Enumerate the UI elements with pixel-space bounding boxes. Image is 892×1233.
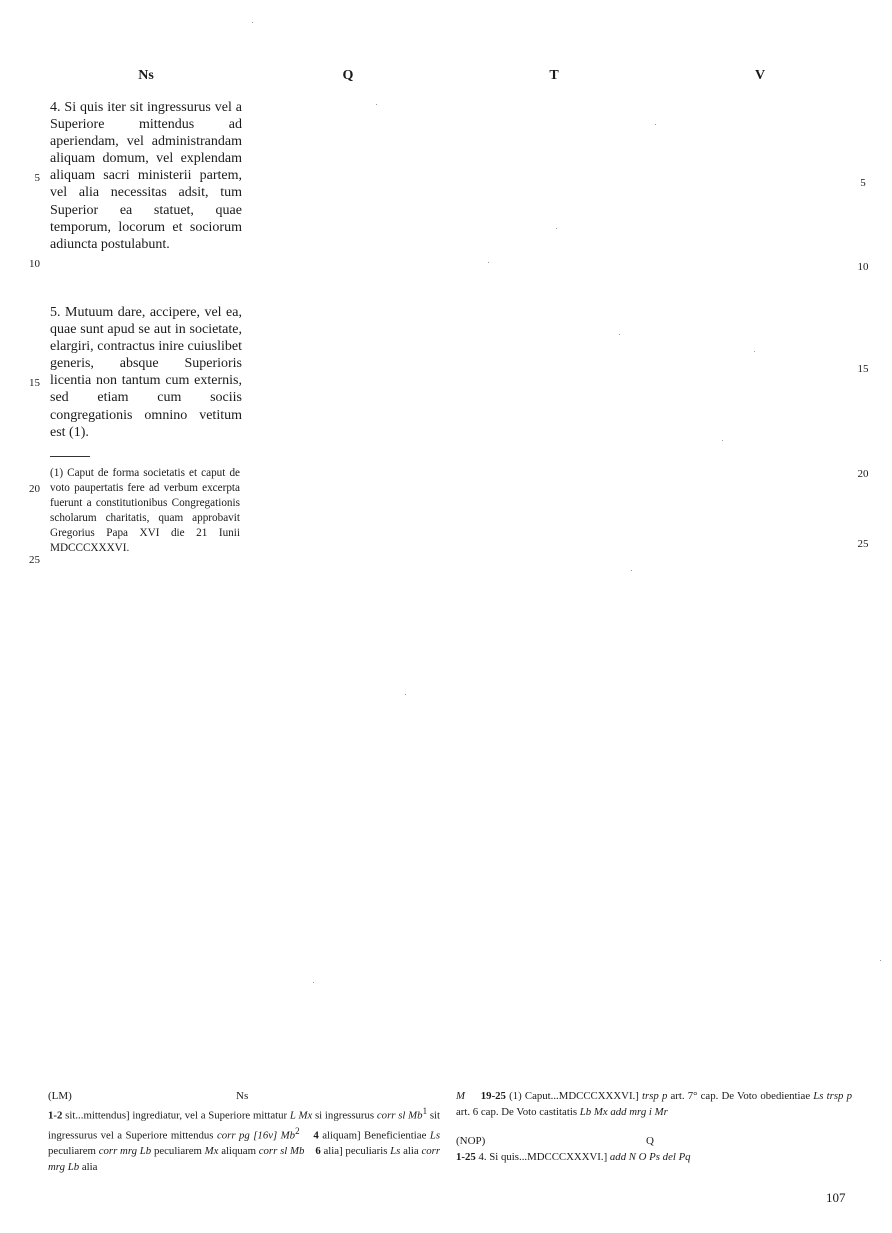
- apparatus-ref: 1-2: [48, 1109, 63, 1122]
- scan-speck: [556, 228, 557, 229]
- apparatus-siglum: Mx: [204, 1145, 219, 1158]
- scan-speck: [405, 694, 406, 695]
- apparatus-siglum: L Mx: [289, 1109, 313, 1122]
- apparatus-reading: art. 7° cap. De Voto obedientiae: [670, 1090, 811, 1102]
- line-number-left: 20: [29, 483, 40, 495]
- apparatus-superscript: 2: [295, 1126, 300, 1137]
- scan-speck: [880, 960, 881, 961]
- apparatus-correction: trsp p: [642, 1090, 668, 1102]
- apparatus-lemma: aliquam] Beneficientiae: [322, 1129, 427, 1142]
- apparatus-correction: Ls trsp p: [813, 1090, 852, 1102]
- apparatus-correction: corr sl Mb: [376, 1109, 423, 1122]
- scan-speck: [376, 104, 377, 105]
- apparatus-correction: add N O Ps del Pq: [609, 1151, 691, 1163]
- paragraph-5-text: 5. Mutuum dare, accipere, vel ea, quae sunt apud se aut in societate, elargiri, contractus inire cuiuslibet generis, absque Superioris licentia non tantum cum externis, sed etiam cum sociis congregationis omnino vetitum est (1).: [50, 305, 242, 440]
- scan-speck: [722, 440, 723, 441]
- column-heading-t: T: [549, 68, 559, 83]
- apparatus-reading: si ingressurus: [314, 1109, 375, 1122]
- apparatus-lemma: alia] peculiaris: [323, 1145, 388, 1158]
- apparatus-reading: peculiarem: [153, 1145, 202, 1158]
- apparatus-siglum-m: M: [456, 1090, 465, 1102]
- apparatus-siglum-q: Q: [646, 1135, 654, 1147]
- apparatus-lemma: 4. Si quis...MDCCCXXXVI.]: [478, 1151, 608, 1163]
- apparatus-ref: 1-25: [456, 1151, 476, 1163]
- apparatus-siglum: Ls: [429, 1129, 441, 1142]
- apparatus-correction: corr mrg Lb: [48, 1145, 441, 1173]
- apparatus-ref: 4: [313, 1129, 319, 1142]
- apparatus-nop-entry: [456, 1150, 852, 1166]
- apparatus-ref: 19-25: [480, 1090, 506, 1102]
- apparatus-lemma: (1) Caput...MDCCCXXXVI.]: [509, 1090, 639, 1102]
- apparatus-superscript: 1: [422, 1106, 428, 1116]
- scan-speck: [313, 982, 314, 983]
- footnote-rule: [50, 456, 90, 457]
- footnote: (1) Caput de forma societatis et caput de voto paupertatis fere ad verbum excerpta fuerunt a constitutionibus Congregationis scholarum charitatis, quam approbavit Gregorius Papa XVI die 21 Iunii MDCCCXXXVI.: [50, 467, 240, 554]
- scan-speck: [619, 334, 620, 335]
- apparatus-reading: alia: [81, 1160, 98, 1173]
- line-number-right: 20: [857, 468, 869, 480]
- paragraph-4-text: 4. Si quis iter sit ingressurus vel a Superiore mittendus ad aperiendam, vel administrandam aliquam domum, vel explendam aliquam sacri ministerii partem, vel alia necessitas adsit, tum Superior ea statuet, quae temporum, locorum et sociorum adiuncta postulabunt.: [50, 100, 242, 252]
- line-number-left: 15: [29, 377, 40, 389]
- line-number-left: 10: [29, 258, 40, 270]
- apparatus-reading: sit ingressurus vel a Superiore mittendus: [48, 1109, 441, 1142]
- column-heading-q: Q: [342, 68, 354, 83]
- line-number-right: 5: [860, 177, 866, 189]
- line-number-left: 5: [34, 172, 40, 184]
- line-number-left: 25: [29, 554, 40, 566]
- line-number-right: 25: [857, 538, 869, 550]
- apparatus-right-entries: [456, 1089, 852, 1120]
- apparatus-correction: corr pg [16v] Mb: [216, 1129, 296, 1142]
- scan-speck: [631, 570, 632, 571]
- apparatus-left-entries: [48, 1104, 440, 1175]
- apparatus-reading: alia: [403, 1145, 419, 1158]
- scan-speck: [488, 262, 489, 263]
- apparatus-correction: Lb Mx add mrg i Mr: [579, 1105, 668, 1118]
- scan-speck: [655, 124, 656, 125]
- line-number-right: 10: [857, 261, 869, 273]
- page-number: 107: [826, 1190, 846, 1205]
- apparatus-reading: peculiarem: [48, 1145, 96, 1158]
- apparatus-lemma: sit...mittendus] ingrediatur, vel a Superiore mittatur: [65, 1109, 288, 1122]
- apparatus-correction: corr mrg Lb: [98, 1145, 152, 1158]
- column-heading-v: V: [754, 68, 766, 83]
- paragraph-4: [50, 99, 242, 253]
- line-number-right: 15: [857, 363, 869, 375]
- apparatus-siglum-ns: Ns: [236, 1090, 249, 1102]
- column-heading-ns: Ns: [138, 68, 154, 83]
- paragraph-5: [50, 304, 242, 441]
- apparatus-reading: art. 6 cap. De Voto castitatis: [456, 1105, 578, 1118]
- apparatus-ref: 6: [315, 1145, 321, 1158]
- scan-speck: [252, 22, 253, 23]
- apparatus-group-lm: (LM): [48, 1090, 72, 1102]
- apparatus-group-nop: (NOP): [456, 1135, 486, 1147]
- apparatus-reading: aliquam: [221, 1145, 256, 1158]
- apparatus-correction: corr sl Mb: [258, 1145, 305, 1158]
- scan-speck: [754, 351, 755, 352]
- apparatus-siglum: Ls: [390, 1145, 401, 1158]
